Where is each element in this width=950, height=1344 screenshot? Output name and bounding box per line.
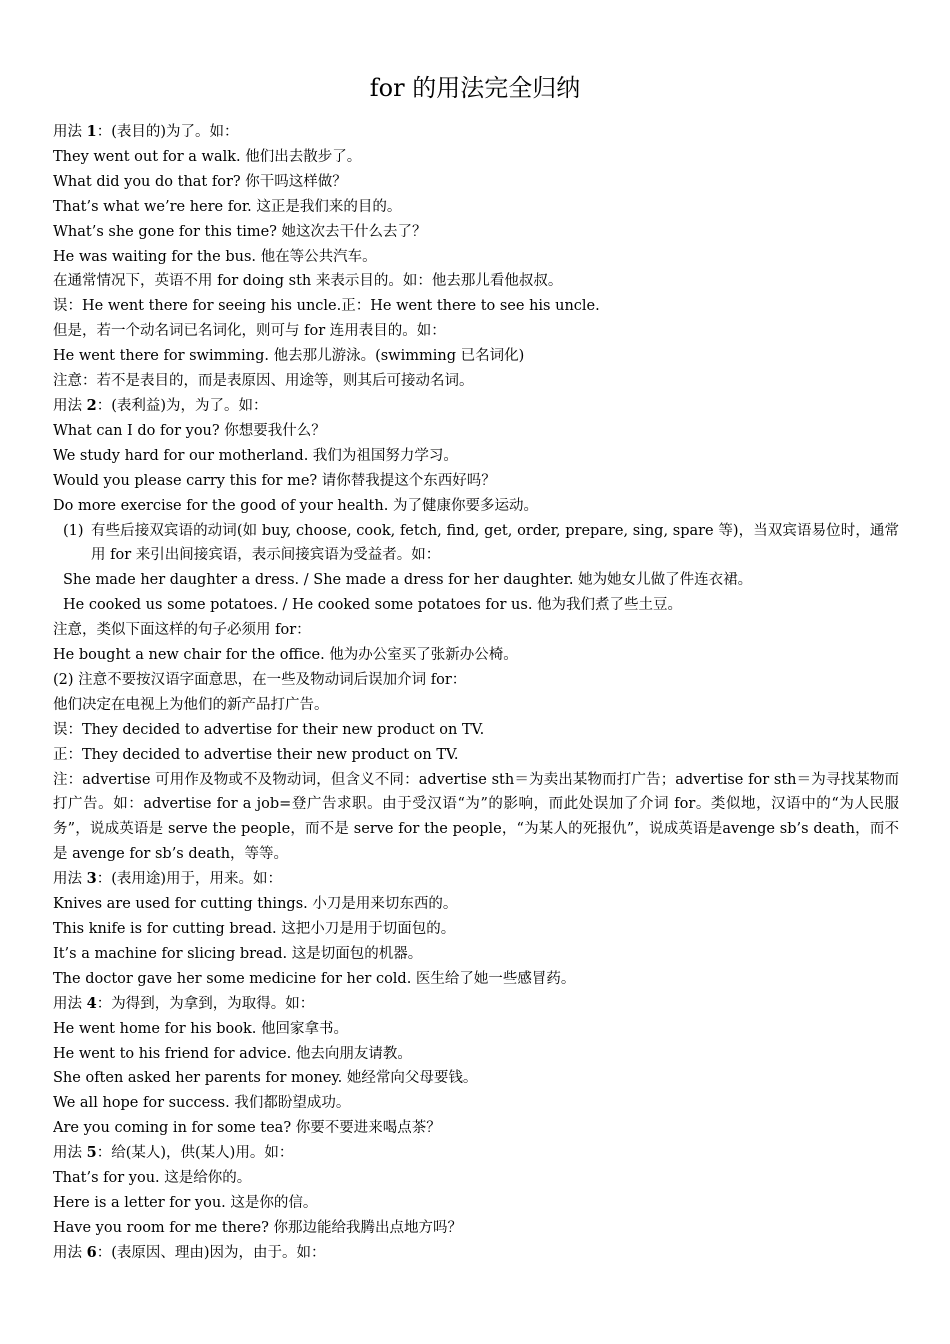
text-line: Here is a letter for you. 这是你的信。 (53, 1194, 318, 1211)
text-line: What did you do that for? 你干吗这样做？ (53, 173, 347, 190)
document-body (53, 120, 899, 1266)
usage-heading (53, 992, 899, 1017)
text-line: It’s a machine for slicing bread. 这是切面包的机器。 (53, 945, 423, 962)
text-line: 正：They decided to advertise their new product on TV. (53, 746, 459, 763)
text-line: 误：They decided to advertise for their new product on TV. (53, 721, 485, 738)
text-line: We all hope for success. 我们都盼望成功。 (53, 1095, 351, 1112)
text-line: Do more exercise for the good of your health. 为了健康你要多运动。 (53, 497, 538, 514)
numbered-note (53, 519, 899, 569)
text-line: Knives are used for cutting things. 小刀是用来切东西的。 (53, 896, 458, 913)
usage-heading-prefix: 用法 (53, 995, 87, 1012)
text-line: She often asked her parents for money. 她经常向父母要钱。 (53, 1070, 478, 1087)
text-line: 误：He went there for seeing his uncle.正：He went there to see his uncle. (53, 298, 600, 315)
text-line: He went home for his book. 他回家拿书。 (53, 1020, 349, 1037)
usage-heading-prefix: 用法 (53, 397, 87, 414)
usage-heading-number: 2 (86, 396, 97, 414)
text-line: We study hard for our motherland. 我们为祖国努力学习。 (53, 447, 458, 464)
usage-heading-prefix: 用法 (53, 1145, 87, 1162)
text-line: Would you please carry this for me? 请你替我提这个东西好吗？ (53, 472, 496, 489)
usage-heading-number: 6 (86, 1243, 97, 1261)
text-line: The doctor gave her some medicine for her cold. 医生给了她一些感冒药。 (53, 970, 576, 987)
text-line: Are you coming in for some tea? 你要不要进来喝点茶？ (53, 1120, 441, 1137)
text-line: He bought a new chair for the office. 他为办公室买了张新办公椅。 (53, 647, 518, 664)
usage-heading-number: 5 (86, 1144, 97, 1162)
usage-heading-prefix: 用法 (53, 124, 87, 140)
usage-heading (53, 394, 899, 419)
text-line: That’s what we’re here for. 这正是我们来的目的。 (53, 198, 402, 215)
text-line: What’s she gone for this time? 她这次去干什么去了？ (53, 223, 427, 240)
usage-heading-number: 4 (86, 994, 97, 1012)
usage-heading (53, 120, 899, 145)
numbered-note-text: 有些后接双宾语的动词(如 buy, choose, cook, fetch, find, get, order, prepare, sing, spare 等)，当双宾语易位时，通常用 for 来引出间接宾语，表示间接宾语为受益者。如： (91, 522, 899, 564)
usage-heading (53, 1141, 899, 1166)
note-paragraph: 注：advertise 可用作及物或不及物动词，但含义不同：advertise sth＝为卖出某物而打广告；advertise for sth＝为寻找某物而打广告。如：advertise for a job=登广告求职。由于受汉语“为”的影响，而此处误加了介词 for。类似地，汉语中的“为人民服务”，说成英语是 serve the people，而不是 serve for the people，“为某人的死报仇”，说成英语是avenge sb’s death，而不是 avenge for sb’s death，等等。 (53, 771, 899, 863)
usage-heading-text: ：(表原因、理由)因为，由于。如： (96, 1244, 326, 1261)
text-line: What can I do for you? 你想要我什么？ (53, 422, 326, 439)
text-line: He was waiting for the bus. 他在等公共汽车。 (53, 248, 377, 265)
usage-heading (53, 1241, 899, 1266)
numbered-note-marker: (1) (63, 522, 84, 539)
text-line: Have you room for me there? 你那边能给我腾出点地方吗？ (53, 1219, 463, 1236)
text-line: 在通常情况下，英语不用 for doing sth 来表示目的。如：他去那儿看他叔叔。 (53, 273, 563, 290)
text-line: He went there for swimming. 他去那儿游泳。(swimming 已名词化) (53, 348, 525, 365)
text-line: 他们决定在电视上为他们的新产品打广告。 (53, 696, 329, 713)
usage-heading-prefix: 用法 (53, 1244, 87, 1261)
text-line: They went out for a walk. 他们出去散步了。 (53, 148, 362, 165)
document-title: for 的用法完全归纳 (369, 74, 581, 102)
text-line: 注意：若不是表目的，而是表原因、用途等，则其后可接动名词。 (53, 373, 474, 390)
usage-heading-number: 3 (86, 870, 97, 888)
usage-heading-text: ：给(某人)，供(某人)用。如： (96, 1145, 294, 1162)
text-line: (2) 注意不要按汉语字面意思，在一些及物动词后误加介词 for： (53, 671, 467, 688)
text-line: That’s for you. 这是给你的。 (53, 1170, 252, 1187)
usage-heading-number: 1 (86, 123, 97, 140)
usage-heading-text: ：为得到，为拿到，为取得。如： (96, 995, 315, 1012)
example-sentence: She made her daughter a dress. / She made a dress for her daughter. 她为她女儿做了件连衣裙。 (63, 572, 753, 589)
text-line: This knife is for cutting bread. 这把小刀是用于切面包的。 (53, 921, 456, 937)
text-line: 但是，若一个动名词已名词化，则可与 for 连用表目的。如： (53, 323, 446, 340)
usage-heading-text: ：(表目的)为了。如： (96, 124, 239, 140)
example-sentence: He cooked us some potatoes. / He cooked some potatoes for us. 他为我们煮了些土豆。 (63, 597, 683, 614)
usage-heading-text: ：(表利益)为，为了。如： (96, 397, 268, 414)
text-line: He went to his friend for advice. 他去向朋友请教。 (53, 1045, 412, 1062)
usage-heading-prefix: 用法 (53, 871, 87, 888)
usage-heading (53, 867, 899, 892)
text-line: 注意，类似下面这样的句子必须用 for： (53, 622, 311, 639)
usage-heading-text: ：(表用途)用于，用来。如： (96, 871, 283, 888)
